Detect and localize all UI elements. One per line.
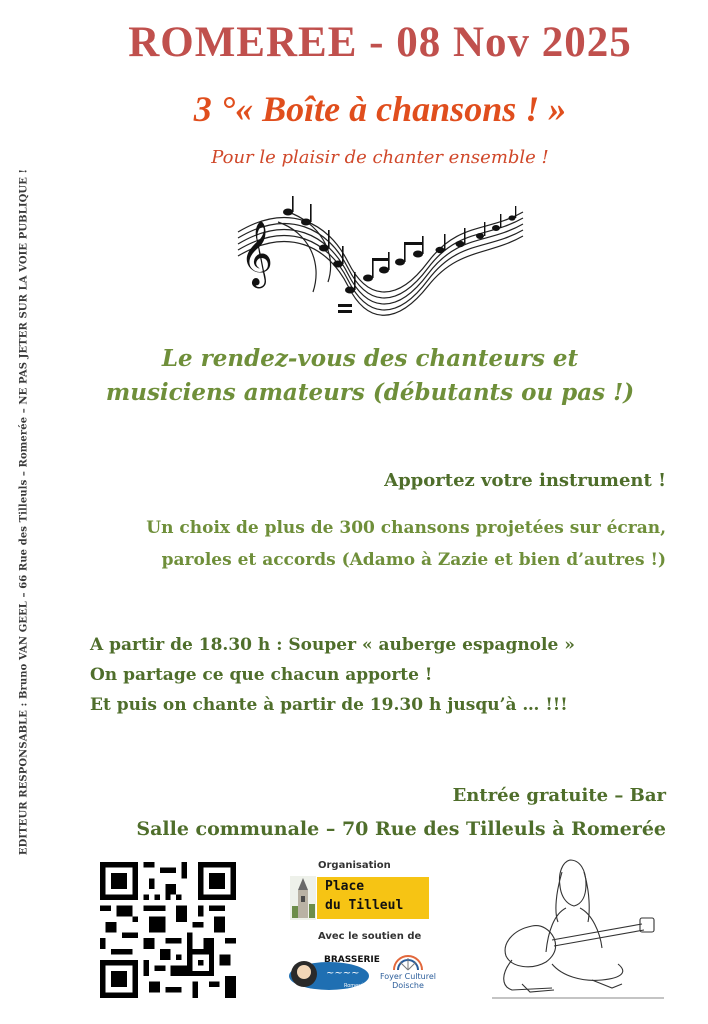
publisher-sidebar (14, 0, 34, 1024)
svg-text:Romerée: Romerée (344, 983, 367, 989)
schedule-line: A partir de 18.30 h : Souper « auberge espagnole » (90, 635, 575, 655)
publisher-text: EDITEUR RESPONSABLE : Bruno VAN GEEL – 66 Rue des Tilleuls – Romerée – NE PAS JETER SUR LA VOIE PUBLIQUE ! (18, 168, 30, 856)
choice-line: paroles et accords (Adamo à Zazie et bien d’autres !) (161, 550, 666, 570)
svg-text:~~~~: ~~~~ (326, 968, 360, 979)
event-title: ROMEREE - 08 Nov 2025 (128, 19, 632, 66)
songs-choice (146, 512, 666, 576)
support-label: Avec le soutien de (318, 931, 422, 942)
rendezvous-line: musiciens amateurs (débutants ou pas !) (105, 379, 635, 406)
organizer-line: du Tilleul (325, 898, 404, 913)
brasserie-logo (286, 950, 380, 994)
foyer-line: Foyer Culturel (379, 972, 437, 981)
schedule (90, 630, 575, 720)
rendezvous-line: Le rendez-vous des chanteurs et (161, 345, 579, 372)
foyer-line: Doische (392, 981, 424, 990)
rendezvous-text (40, 342, 700, 410)
qr-code[interactable] (100, 862, 236, 998)
schedule-line: On partage ce que chacun apporte ! (90, 665, 433, 685)
svg-text:BRASSERIE: BRASSERIE (324, 955, 380, 965)
organizer-line: Place (325, 879, 365, 894)
organisation-label: Organisation (318, 860, 391, 871)
guitarist-illustration (492, 852, 664, 1002)
church-icon (290, 876, 316, 920)
bring-instrument: Apportez votre instrument ! (384, 470, 666, 491)
choice-line: Un choix de plus de 300 chansons projetées sur écran, (146, 518, 666, 538)
foyer-culturel-text (378, 972, 438, 990)
event-tagline: Pour le plaisir de chanter ensemble ! (211, 147, 549, 168)
music-notes-illustration (228, 192, 528, 324)
schedule-line: Et puis on chante à partir de 19.30 h jusqu’à … !!! (90, 695, 568, 715)
organizer-logo (317, 877, 429, 919)
venue-info: Salle communale – 70 Rue des Tilleuls à Romerée (136, 818, 666, 840)
svg-text:𝄞: 𝄞 (240, 221, 274, 286)
foyer-culturel-logo-icon (392, 950, 424, 972)
event-subtitle: 3 °« Boîte à chansons ! » (193, 89, 567, 129)
entry-info: Entrée gratuite – Bar (452, 785, 666, 806)
